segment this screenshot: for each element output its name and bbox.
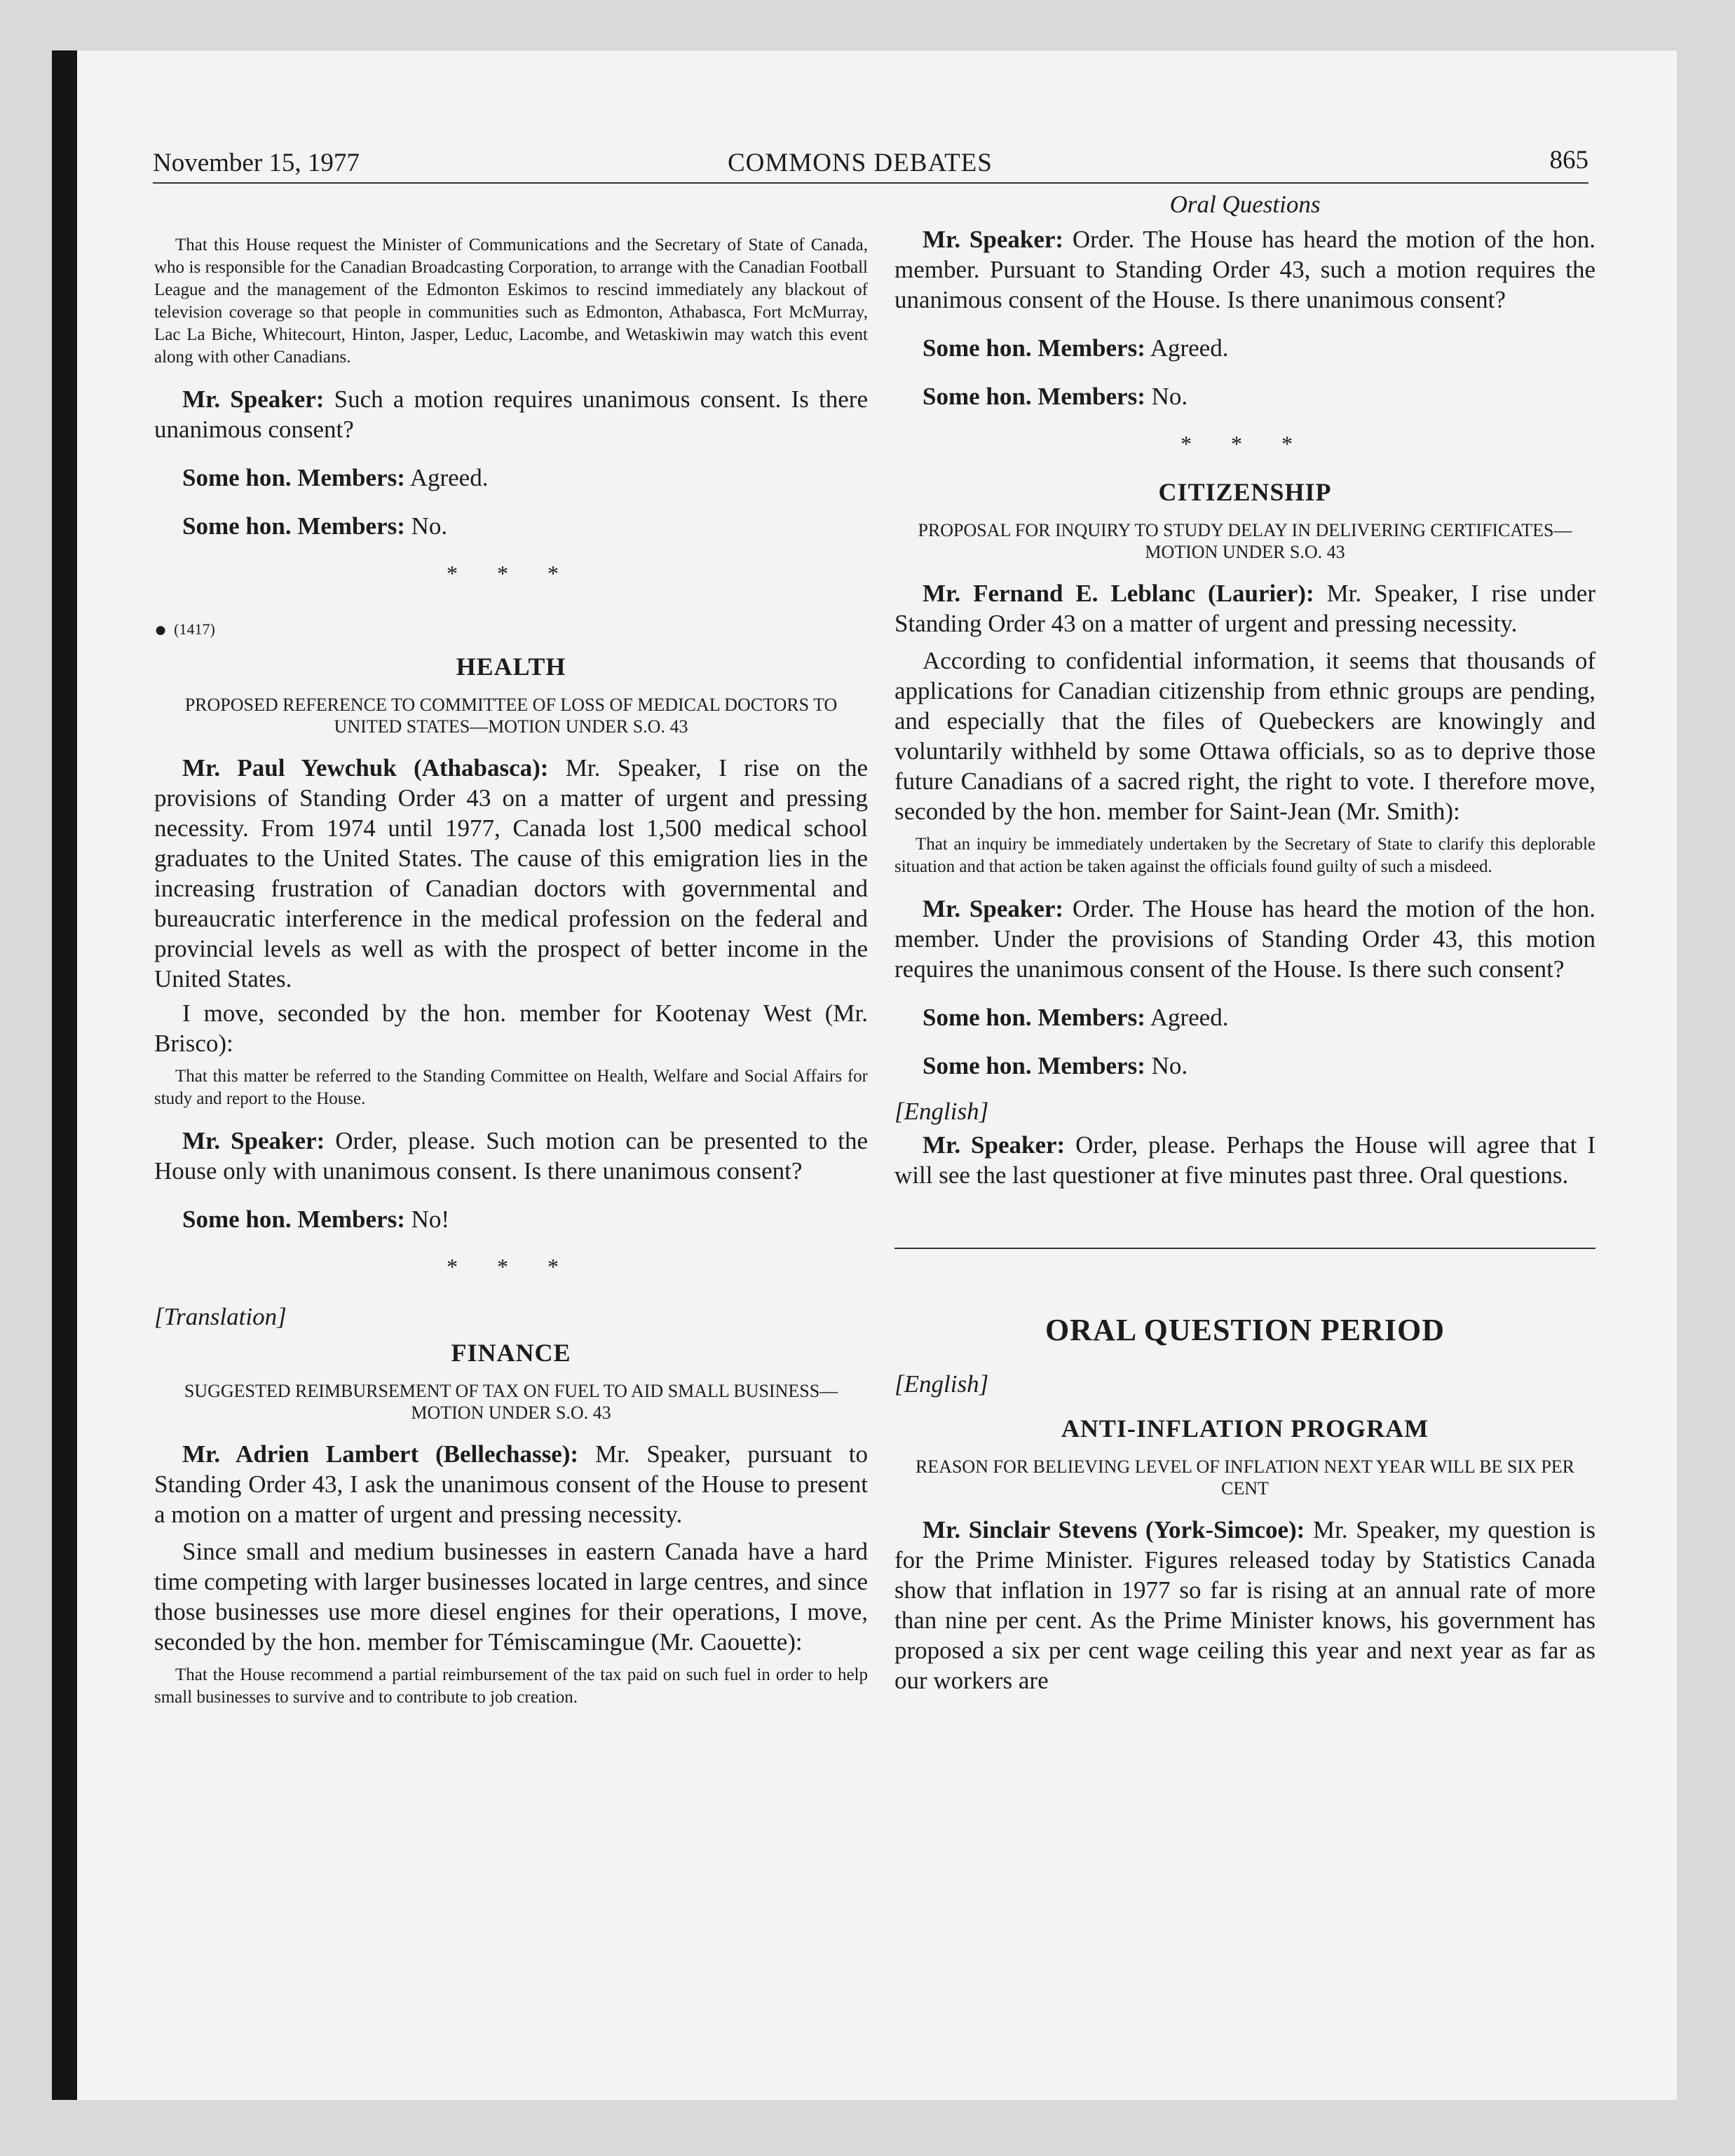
section-separator: * * *	[1181, 431, 1309, 456]
speech-paragraph: Mr. Adrien Lambert (Bellechasse): Mr. Speaker, pursuant to Standing Order 43, I ask the unanimous consent of the House to present a motion on a matter of urgent and pressing necessity.	[154, 1440, 868, 1528]
language-marker: [English]	[894, 1098, 989, 1125]
page-number: 865	[1549, 146, 1588, 175]
speech-paragraph: Since small and medium businesses in eastern Canada have a hard time competing with larger businesses located in large centres, and since those businesses use more diesel engines for their operations, I move, seconded by the hon. member for Témiscamingue (Mr. Caouette):	[154, 1538, 868, 1656]
motion-quote: That an inquiry be immediately undertaken by the Secretary of State to clarify this deplorable situation and that action be taken against the officials found guilty of such a misdeed.	[894, 835, 1595, 876]
members-reply: Some hon. Members: No.	[923, 1052, 1188, 1079]
section-separator: * * *	[447, 1254, 576, 1279]
right-column	[894, 191, 1595, 1696]
section-title-anti-inflation: ANTI-INFLATION PROGRAM	[1061, 1414, 1429, 1442]
scan-edge	[52, 50, 77, 2100]
oral-question-period-title: ORAL QUESTION PERIOD	[1045, 1313, 1445, 1347]
bullet-icon: ●	[154, 618, 168, 641]
speech-paragraph: I move, seconded by the hon. member for Kootenay West (Mr. Brisco):	[154, 999, 868, 1057]
speaker-name: Mr. Speaker:	[182, 386, 325, 413]
time-marker: ● (1417)	[154, 618, 215, 641]
motion-quote: That this House request the Minister of Communications and the Secretary of State of Canada, who is responsible for the Canadian Broadcasting Corporation, to arrange with the Canadian Football League and the management of the Edmonton Eskimos to rescind immediately any blackout of television coverage so that people in communities such as Edmonton, Athabasca, Fort McMurray, Lac La Biche, Whitecourt, Hinton, Jasper, Leduc, Lacombe, and Wetaskiwin may watch this event along with other Canadians.	[154, 236, 868, 367]
section-title-health: HEALTH	[456, 653, 566, 681]
members-reply: Some hon. Members: Agreed.	[182, 464, 489, 491]
page-header	[153, 137, 1588, 184]
left-column	[154, 191, 868, 1709]
section-title-finance: FINANCE	[451, 1339, 571, 1367]
section-subtitle: PROPOSAL FOR INQUIRY TO STUDY DELAY IN DELIVERING CERTIFICATES—MOTION UNDER S.O. 43	[918, 520, 1572, 562]
section-subtitle: PROPOSED REFERENCE TO COMMITTEE OF LOSS OF MEDICAL DOCTORS TO UNITED STATES—MOTION UNDER S.O. 43	[184, 695, 838, 737]
members-reply: Some hon. Members: No!	[182, 1206, 450, 1233]
members-reply: Some hon. Members: Agreed.	[923, 1004, 1229, 1031]
motion-quote: That the House recommend a partial reimbursement of the tax paid on such fuel in order to help small businesses to survive and to contribute to job creation.	[154, 1665, 868, 1707]
speech-paragraph	[154, 384, 868, 444]
motion-quote: That this matter be referred to the Standing Committee on Health, Welfare and Social Affairs for study and report to the House.	[154, 1067, 868, 1108]
header-date: November 15, 1977	[153, 149, 360, 177]
section-separator: * * *	[447, 561, 576, 586]
speech-paragraph: Mr. Speaker: Order. The House has heard the motion of the hon. member. Pursuant to Standing Order 43, such a motion requires the unanimous consent of the House. Is there unanimous consent?	[894, 226, 1595, 313]
members-reply: Some hon. Members: No.	[923, 383, 1188, 410]
running-section-label: Oral Questions	[1169, 191, 1321, 218]
members-reply: Some hon. Members: Agreed.	[923, 334, 1229, 362]
speech-paragraph: Mr. Sinclair Stevens (York-Simcoe): Mr. Speaker, my question is for the Prime Minister. Figures released today by Statistics Canada show that inflation in 1977 so far is rising at an annual rate of more than nine per cent. As the Prime Minister knows, his government has proposed a six per cent wage ceiling this year and next year as far as our workers are	[894, 1516, 1595, 1694]
speech-paragraph: Mr. Speaker: Order. The House has heard the motion of the hon. member. Under the provisions of Standing Order 43, this motion requires the unanimous consent of the House. Is there such consent?	[894, 895, 1595, 983]
speech-paragraph: Mr. Speaker: Order, please. Perhaps the House will agree that I will see the last questioner at five minutes past three. Oral questions.	[894, 1131, 1595, 1189]
language-marker: [Translation]	[154, 1303, 287, 1330]
members-reply: Some hon. Members: No.	[182, 512, 448, 540]
section-rule	[894, 1248, 1595, 1249]
section-subtitle: REASON FOR BELIEVING LEVEL OF INFLATION NEXT YEAR WILL BE SIX PER CENT	[915, 1456, 1575, 1499]
speech-paragraph: According to confidential information, it seems that thousands of applications for Canadian citizenship from ethnic groups are pending, and especially that the files of Quebeckers are knowingly and voluntarily withheld by some Ottawa officials, so as to deprive those future Canadians of a sacred right, the right to vote. I therefore move, seconded by the hon. member for Saint-Jean (Mr. Smith):	[894, 647, 1595, 825]
section-subtitle: SUGGESTED REIMBURSEMENT OF TAX ON FUEL TO AID SMALL BUSINESS—MOTION UNDER S.O. 43	[184, 1381, 838, 1423]
speech-paragraph: Mr. Paul Yewchuk (Athabasca): Mr. Speaker, I rise on the provisions of Standing Order 43 on a matter of urgent and pressing necessity. From 1974 until 1977, Canada lost 1,500 medical school graduates to the United States. The cause of this emigration lies in the increasing frustration of Canadian doctors with governmental and bureaucratic interference in the medical profession on the federal and provincial levels as well as with the prospect of better income in the United States.	[154, 754, 869, 992]
language-marker: [English]	[894, 1370, 989, 1398]
speech-paragraph: Mr. Speaker: Order, please. Such motion can be presented to the House only with unanimous consent. Is there unanimous consent?	[154, 1127, 868, 1185]
section-title-citizenship: CITIZENSHIP	[1158, 478, 1332, 506]
header-title: COMMONS DEBATES	[728, 149, 993, 177]
speech-paragraph: Mr. Fernand E. Leblanc (Laurier): Mr. Speaker, I rise under Standing Order 43 on a matter of urgent and pressing necessity.	[894, 580, 1595, 637]
speech-text: Such a motion requires unanimous consent. Is there unanimous consent?	[154, 386, 868, 443]
